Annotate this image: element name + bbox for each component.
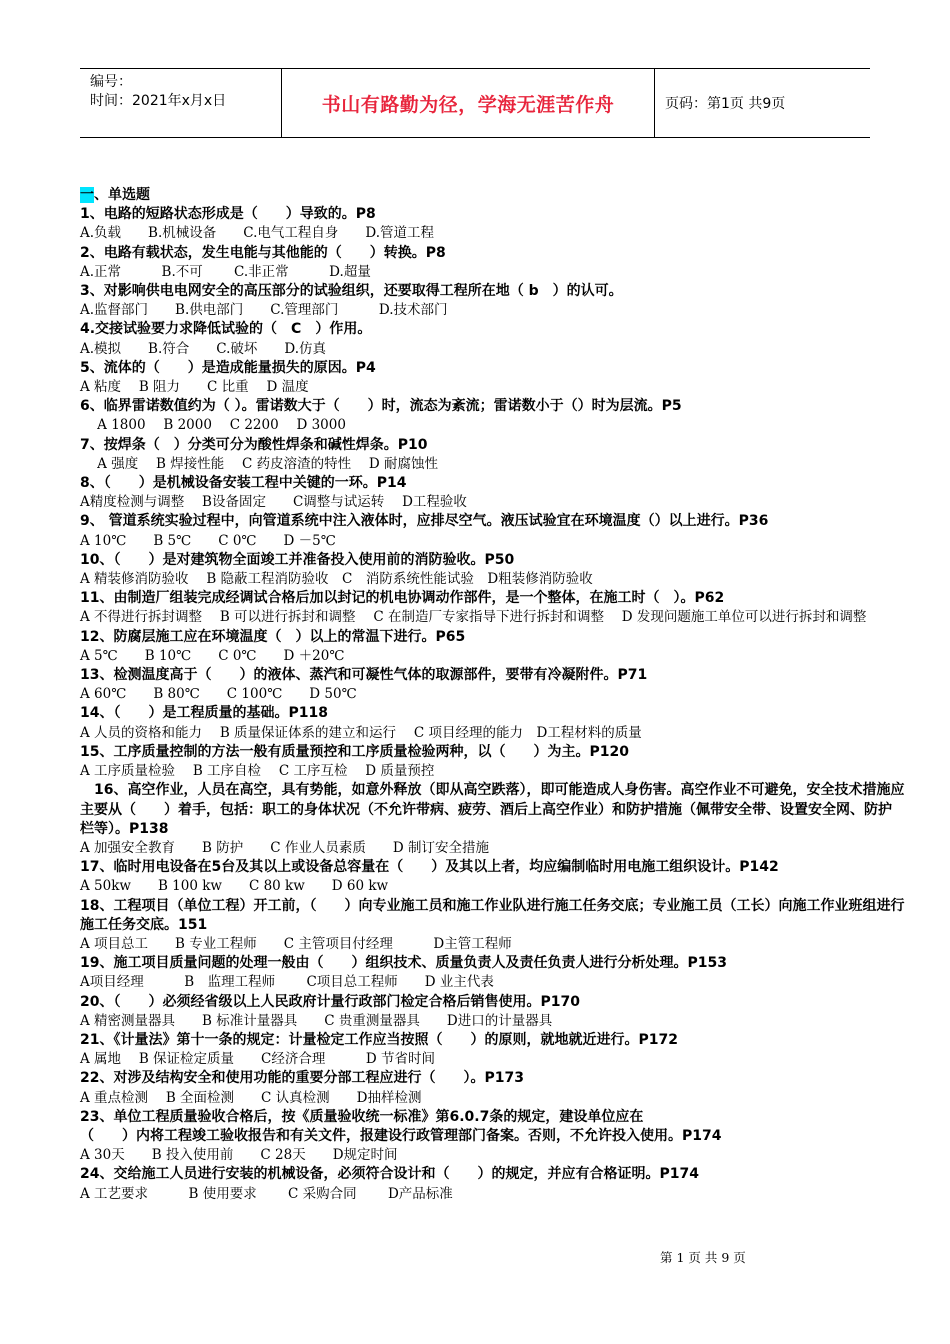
answer-options: A 精密测量器具 B 标准计量器具 C 贵重测量器具 D进口的计量器具: [80, 1012, 553, 1029]
answer-options: A精度检测与调整 B设备固定 C调整与试运转 D工程验收: [80, 494, 467, 511]
answer-options: A 50kw B 100 kw C 80 kw D 60 kw: [80, 878, 389, 895]
question-text: 18、工程项目（单位工程）开工前，（ ）向专业施工员和施工作业队进行施工任务交底；专业施工员（工长）向施工作业班组进行施工任务交底。151: [80, 897, 905, 933]
question-text: 19、施工项目质量问题的处理一般由（ ）组织技术、质量负责人及责任负责人进行分析处理。P153: [80, 955, 727, 972]
answer-options: A 重点检测 B 全面检测 C 认真检测 D抽样检测: [80, 1089, 422, 1106]
question-text: 12、防腐层施工应在环境温度（ ）以上的常温下进行。P65: [80, 628, 466, 645]
section-title: [80, 186, 905, 205]
question-text: 10、（ ）是对建筑物全面竣工并准备投入使用前的消防验收。P50: [80, 551, 515, 568]
answer-options: A 10℃ B 5℃ C 0℃ D －5℃: [80, 532, 336, 549]
header-motto: 书山有路勤为径，学海无涯苦作舟: [282, 69, 655, 137]
question-text: （ ）内将工程竣工验收报告和有关文件，报建设行政管理部门备案。否则，不允许投入使用。P174: [80, 1127, 722, 1144]
answer-options: A 不得进行拆封调整 B 可以进行拆封和调整 C 在制造厂专家指导下进行拆封和调整 D 发现问题施工单位可以进行拆封和调整: [80, 609, 867, 626]
question-text: 6、临界雷诺数值约为（ ）。雷诺数大于（ ）时，流态为紊流；雷诺数小于（）时为层流。P5: [80, 398, 682, 415]
page-footer: 第 1 页 共 9 页: [660, 1250, 746, 1265]
question-text: 21、《计量法》第十一条的规定：计量检定工作应当按照（ ）的原则，就地就近进行。P172: [80, 1031, 678, 1048]
answer-options: A 精装修消防验收 B 隐蔽工程消防验收 C 消防系统性能试验 D粗装修消防验收: [80, 571, 593, 588]
answer-options: A 30天 B 投入使用前 C 28天 D规定时间: [80, 1147, 398, 1164]
answer-options: A 60℃ B 80℃ C 100℃ D 50℃: [80, 686, 357, 703]
question-text: 13、检测温度高于（ ）的液体、蒸汽和可凝性气体的取源部件，要带有冷凝附件。P71: [80, 667, 648, 684]
question-text: 3、对影响供电电网安全的高压部分的试验组织，还要取得工程所在地（ b ）的认可。: [80, 283, 623, 300]
section-title-highlight: 一: [80, 187, 94, 203]
answer-options: A项目经理 B 监理工程师 C项目总工程师 D 业主代表: [80, 974, 494, 991]
question-text: 11、由制造厂组装完成经调试合格后加以封记的机电协调动作部件，是一个整体，在施工时（ ）。P62: [80, 590, 725, 607]
answer-options: A 项目总工 B 专业工程师 C 主管项目付经理 D主管工程师: [80, 935, 512, 952]
question-text: 7、按焊条（ ）分类可分为酸性焊条和碱性焊条。P10: [80, 436, 428, 453]
question-text: 1、电路的短路状态形成是（ ）导致的。P8: [80, 206, 376, 223]
document-number-label: 编号：: [90, 74, 132, 90]
section-title-text: 、单选题: [94, 187, 150, 203]
question-text: 23、单位工程质量验收合格后，按《质量验收统一标准》第6.0.7条的规定，建设单位应在: [80, 1108, 644, 1125]
answer-options: A.正常 B.不可 C.非正常 D.超量: [80, 263, 371, 280]
answer-options: A.监督部门 B.供电部门 C.管理部门 D.技术部门: [80, 302, 448, 319]
answer-options: A 强度 B 焊接性能 C 药皮溶渣的特性 D 耐腐蚀性: [80, 455, 439, 472]
answer-options: A.模拟 B.符合 C.破坏 D.仿真: [80, 340, 327, 357]
question-text: 9、 管道系统实验过程中，向管道系统中注入液体时，应排尽空气。液压试验宜在环境温度（）以上进行。P36: [80, 513, 769, 530]
answer-options: A 工序质量检验 B 工序自检 C 工序互检 D 质量预控: [80, 763, 435, 780]
document-date-label: 时间：2021年x月x日: [90, 93, 227, 109]
question-text: 14、（ ）是工程质量的基础。P118: [80, 705, 328, 722]
answer-options: A 属地 B 保证检定质量 C经济合理 D 节省时间: [80, 1051, 435, 1068]
question-text: 16、高空作业，人员在高空，具有势能，如意外释放（即从高空跌落），即可能造成人身伤害。高空作业不可避免，安全技术措施应主要从（ ）着手，包括：职工的身体状况（不允许带病、疲劳、酒后上高空作业）和防护措施（佩带安全带、设置安全网、防护栏等）。P138: [80, 782, 905, 837]
answer-options: A 工艺要求 B 使用要求 C 采购合同 D产品标准: [80, 1185, 453, 1202]
answer-options: A 5℃ B 10℃ C 0℃ D ＋20℃: [80, 647, 345, 664]
page-header: [80, 68, 870, 138]
question-text: 4.交接试验要力求降低试验的（ C ）作用。: [80, 321, 372, 338]
answer-options: A.负载 B.机械设备 C.电气工程自身 D.管道工程: [80, 225, 435, 242]
question-text: 5、流体的（ ）是造成能量损失的原因。P4: [80, 359, 376, 376]
question-text: 15、工序质量控制的方法一般有质量预控和工序质量检验两种，以（ ）为主。P120: [80, 743, 629, 760]
question-text: 20、（ ）必须经省级以上人民政府计量行政部门检定合格后销售使用。P170: [80, 993, 580, 1010]
question-list: [80, 186, 905, 1204]
question-text: 8、（ ）是机械设备安装工程中关键的一环。P14: [80, 475, 407, 492]
question-text: 22、对涉及结构安全和使用功能的重要分部工程应进行（ ）。P173: [80, 1070, 524, 1087]
question-lines: [80, 205, 905, 1204]
question-text: 17、临时用电设备在5台及其以上或设备总容量在（ ）及其以上者，均应编制临时用电施工组织设计。P142: [80, 859, 779, 876]
question-text: 2、电路有载状态，发生电能与其他能的（ ）转换。P8: [80, 244, 446, 261]
question-text: 24、交给施工人员进行安装的机械设备，必须符合设计和（ ）的规定，并应有合格证明。P174: [80, 1166, 699, 1183]
header-page-label: 页码：第1页 共9页: [665, 96, 786, 112]
answer-options: A 加强安全教育 B 防护 C 作业人员素质 D 制订安全措施: [80, 839, 489, 856]
answer-options: A 粘度 B 阻力 C 比重 D 温度: [80, 379, 309, 396]
answer-options: A 1800 B 2000 C 2200 D 3000: [80, 417, 346, 434]
header-info: [80, 69, 282, 137]
answer-options: A 人员的资格和能力 B 质量保证体系的建立和运行 C 项目经理的能力 D工程材料的质量: [80, 724, 642, 741]
